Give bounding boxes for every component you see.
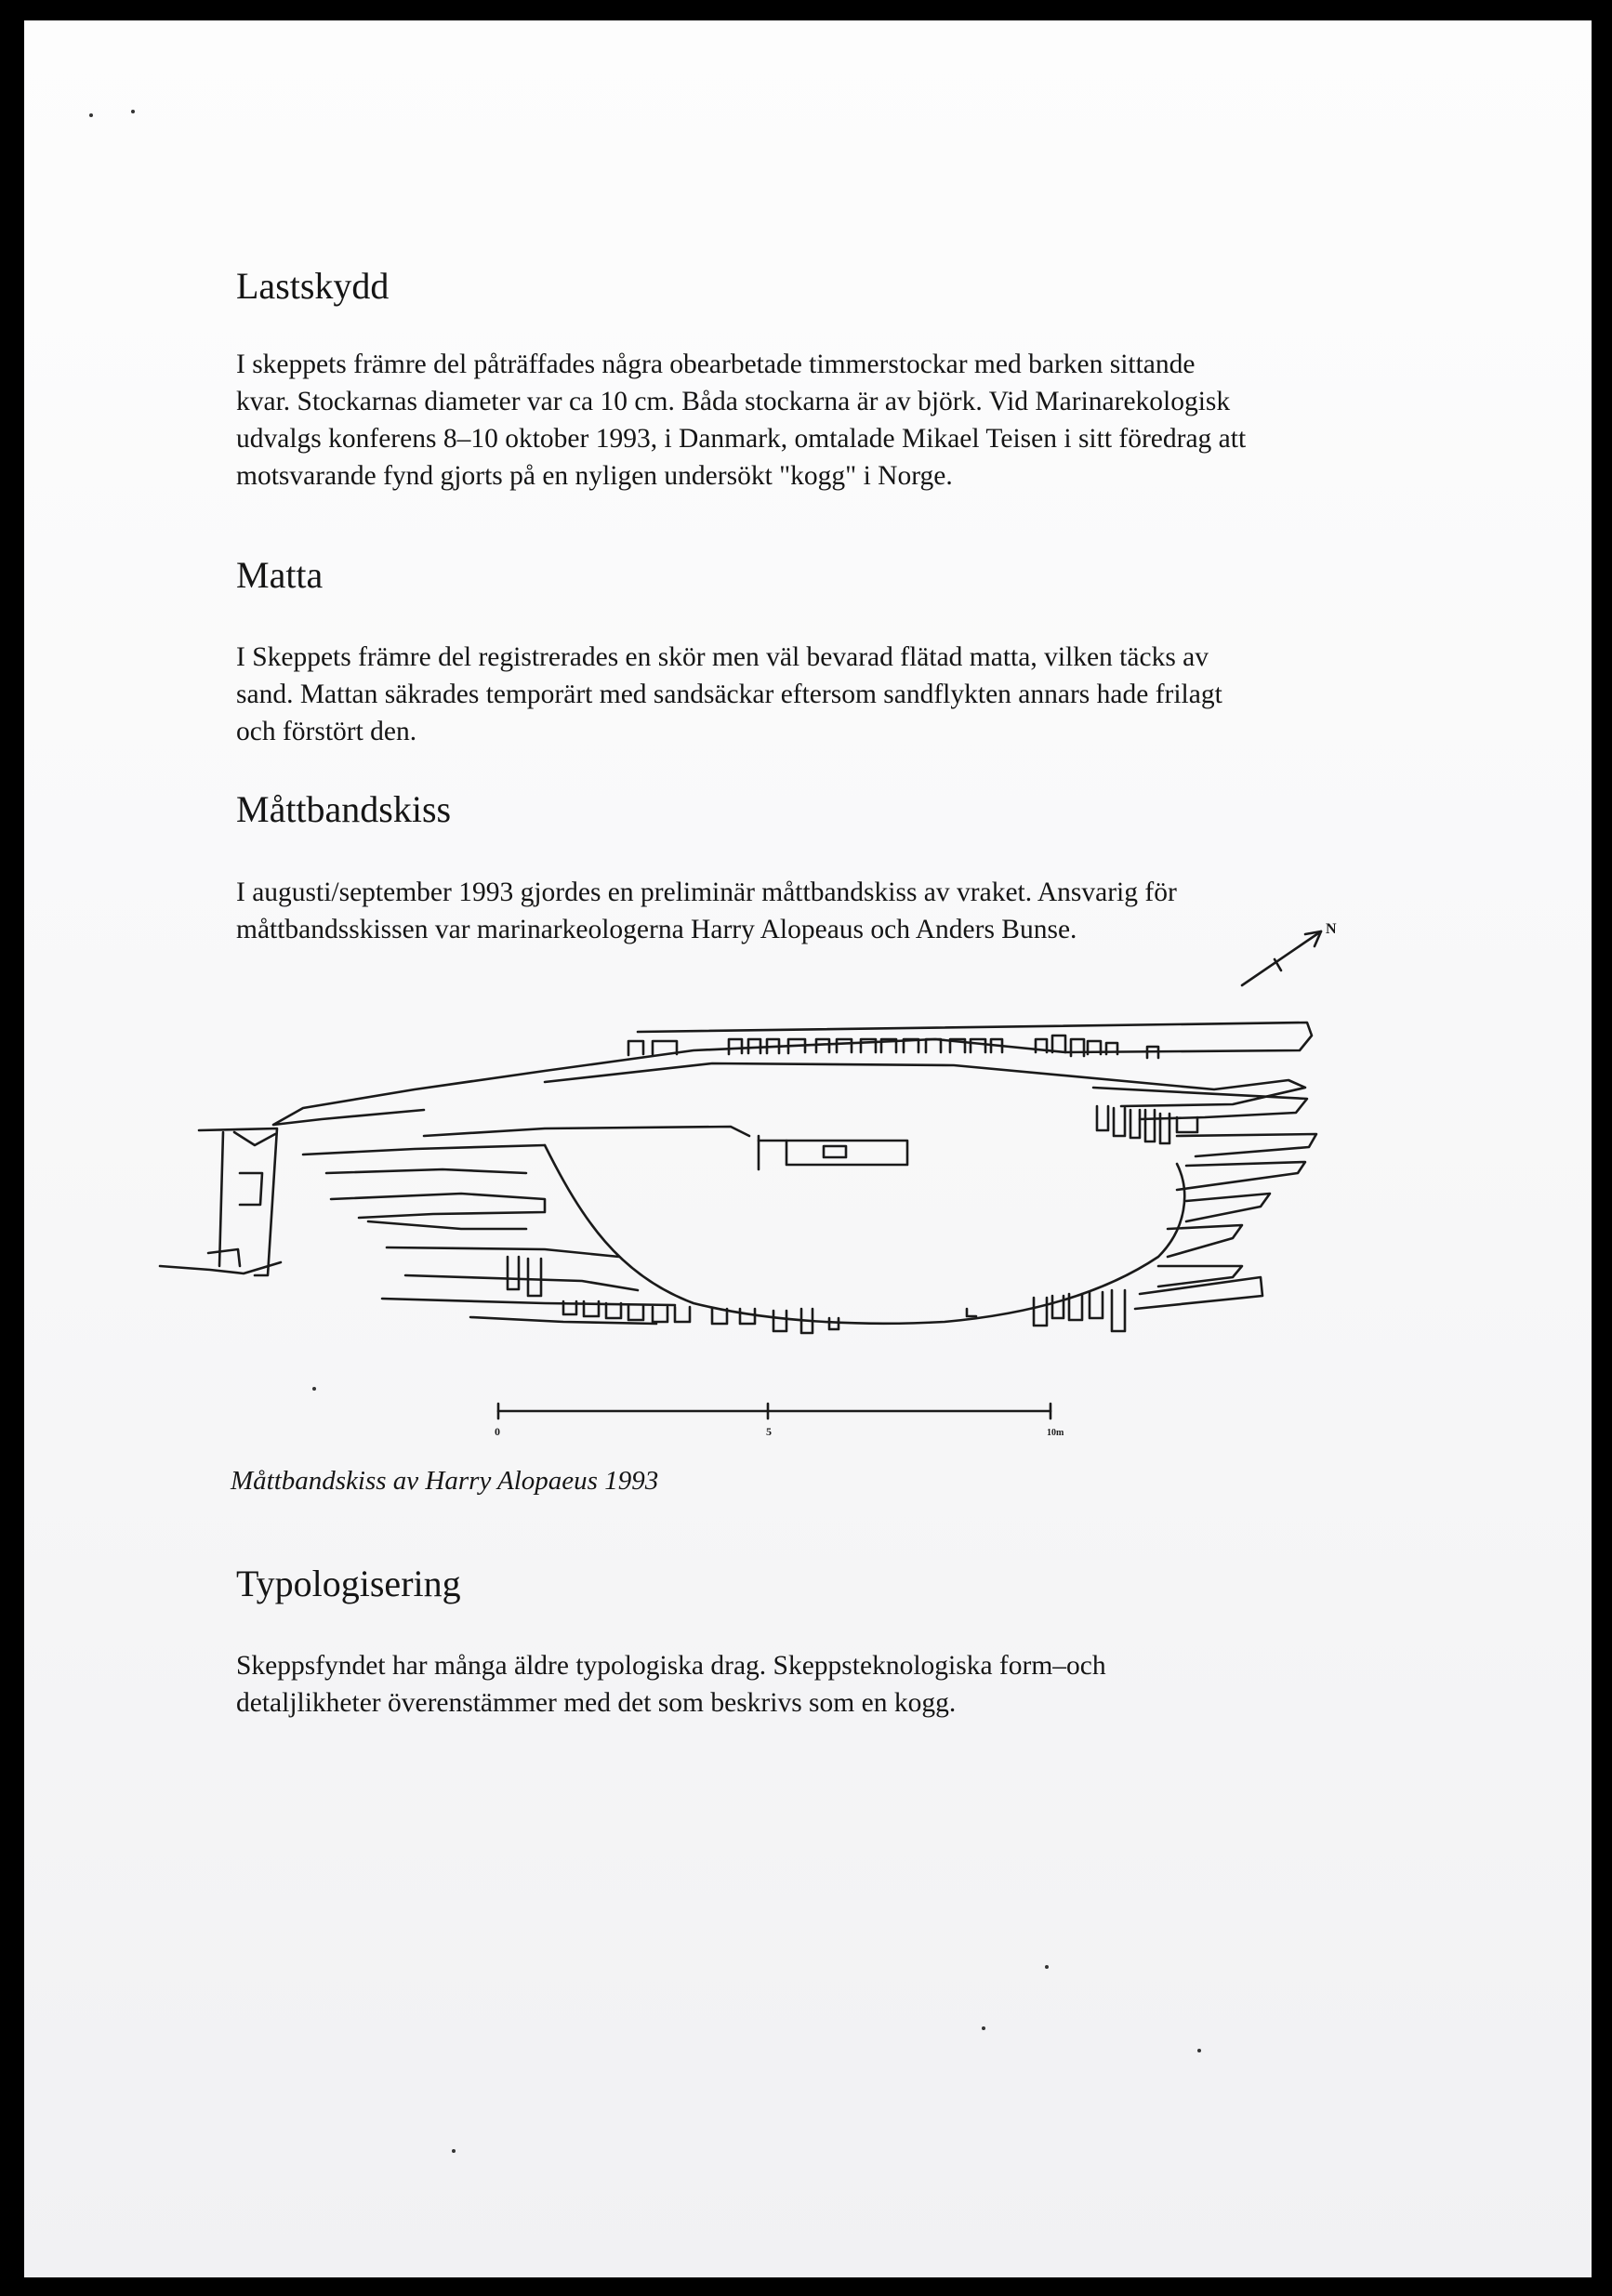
north-arrow-icon: [1242, 931, 1321, 985]
text-line: I skeppets främre del påträffades några obearbetade timmerstockar med barken sittande: [236, 350, 1196, 379]
text-line: Skeppsfyndet har många äldre typologiska drag. Skeppsteknologiska form–och: [236, 1651, 1106, 1681]
dust-speck: [452, 2149, 456, 2153]
dust-speck: [312, 1387, 316, 1391]
dust-speck: [1197, 2049, 1201, 2052]
text-line: udvalgs konferens 8–10 oktober 1993, i Danmark, omtalade Mikael Teisen i sitt föredrag att: [236, 424, 1247, 454]
heading-mattbandskiss: Måttbandskiss: [236, 788, 452, 830]
scale-label-10m: 10m: [1047, 1428, 1064, 1438]
dust-speck: [131, 110, 135, 113]
scale-label-5: 5: [766, 1425, 772, 1438]
figure-caption: Måttbandskiss av Harry Alopaeus 1993: [231, 1466, 659, 1496]
wreck-sketch-figure: [24, 20, 1592, 2277]
paragraph-typologisering: [236, 1647, 1106, 1722]
text-line: motsvarande fynd gjorts på en nyligen undersökt "kogg" i Norge.: [236, 461, 953, 491]
scale-label-0: 0: [495, 1425, 500, 1438]
scale-bar: [498, 1404, 1050, 1419]
document-page: [24, 20, 1592, 2277]
text-line: detaljlikheter överenstämmer med det som beskrivs som en kogg.: [236, 1688, 957, 1718]
dust-speck: [89, 113, 93, 117]
heading-typologisering: Typologisering: [236, 1563, 461, 1604]
text-line: I augusti/september 1993 gjordes en preliminär måttbandskiss av vraket. Ansvarig för: [236, 877, 1177, 907]
heading-lastskydd: Lastskydd: [236, 265, 390, 307]
text-line: kvar. Stockarnas diameter var ca 10 cm. Båda stockarna är av björk. Vid Marinarekologisk: [236, 387, 1231, 416]
text-line: och förstört den.: [236, 717, 417, 746]
dust-speck: [982, 2026, 985, 2030]
text-line: I Skeppets främre del registrerades en skör men väl bevarad flätad matta, vilken täcks av: [236, 642, 1209, 672]
dust-speck: [1045, 1965, 1049, 1969]
text-line: måttbandsskissen var marinarkeologerna Harry Alopeaus och Anders Bunse.: [236, 915, 1077, 944]
heading-matta: Matta: [236, 554, 324, 596]
text-line: sand. Mattan säkrades temporärt med sandsäckar eftersom sandflykten annars hade frilagt: [236, 680, 1222, 709]
north-label: N: [1326, 921, 1337, 937]
